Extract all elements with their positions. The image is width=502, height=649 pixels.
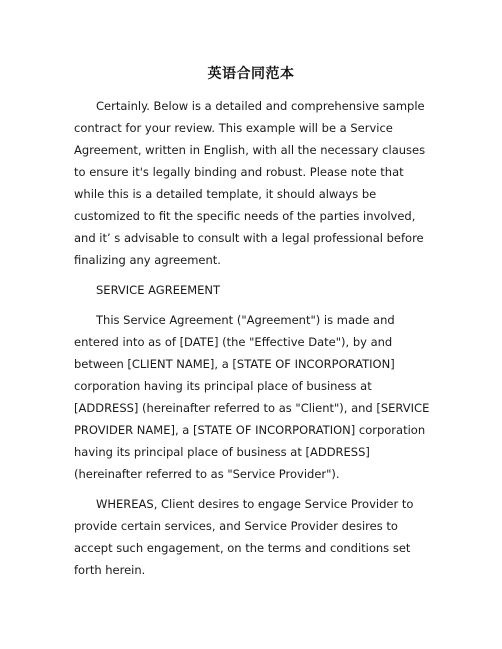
- document-body: [74, 95, 434, 589]
- parties-paragraph: This Service Agreement ("Agreement") is made and entered into as of [DATE] (the "Effective Date"), by and between [CLIENT NAME], a [STATE OF INCORPORATION] corporation having its principal place of business at [ADDRESS] (hereinafter referred to as "Client"), and [SERVICE PROVIDER NAME], a [STATE OF INCORPORATION] corporation having its principal place of business at [ADDRESS] (hereinafter referred to as "Service Provider").: [74, 313, 430, 481]
- whereas-paragraph: WHEREAS, Client desires to engage Service Provider to provide certain services, and Service Provider desires to accept such engagement, on the terms and conditions set forth herein.: [74, 497, 414, 577]
- document-title: 英语合同范本: [207, 66, 295, 82]
- intro-paragraph: Certainly. Below is a detailed and comprehensive sample contract for your review. This example will be a Service Agreement, written in English, with all the necessary clauses to ensure it's legally binding and robust. Please note that while this is a detailed template, it should always be customized to fit the specific needs of the parties involved, and it’ s advisable to consult with a legal professional before finalizing any agreement.: [74, 99, 426, 267]
- agreement-heading: SERVICE AGREEMENT: [96, 283, 221, 297]
